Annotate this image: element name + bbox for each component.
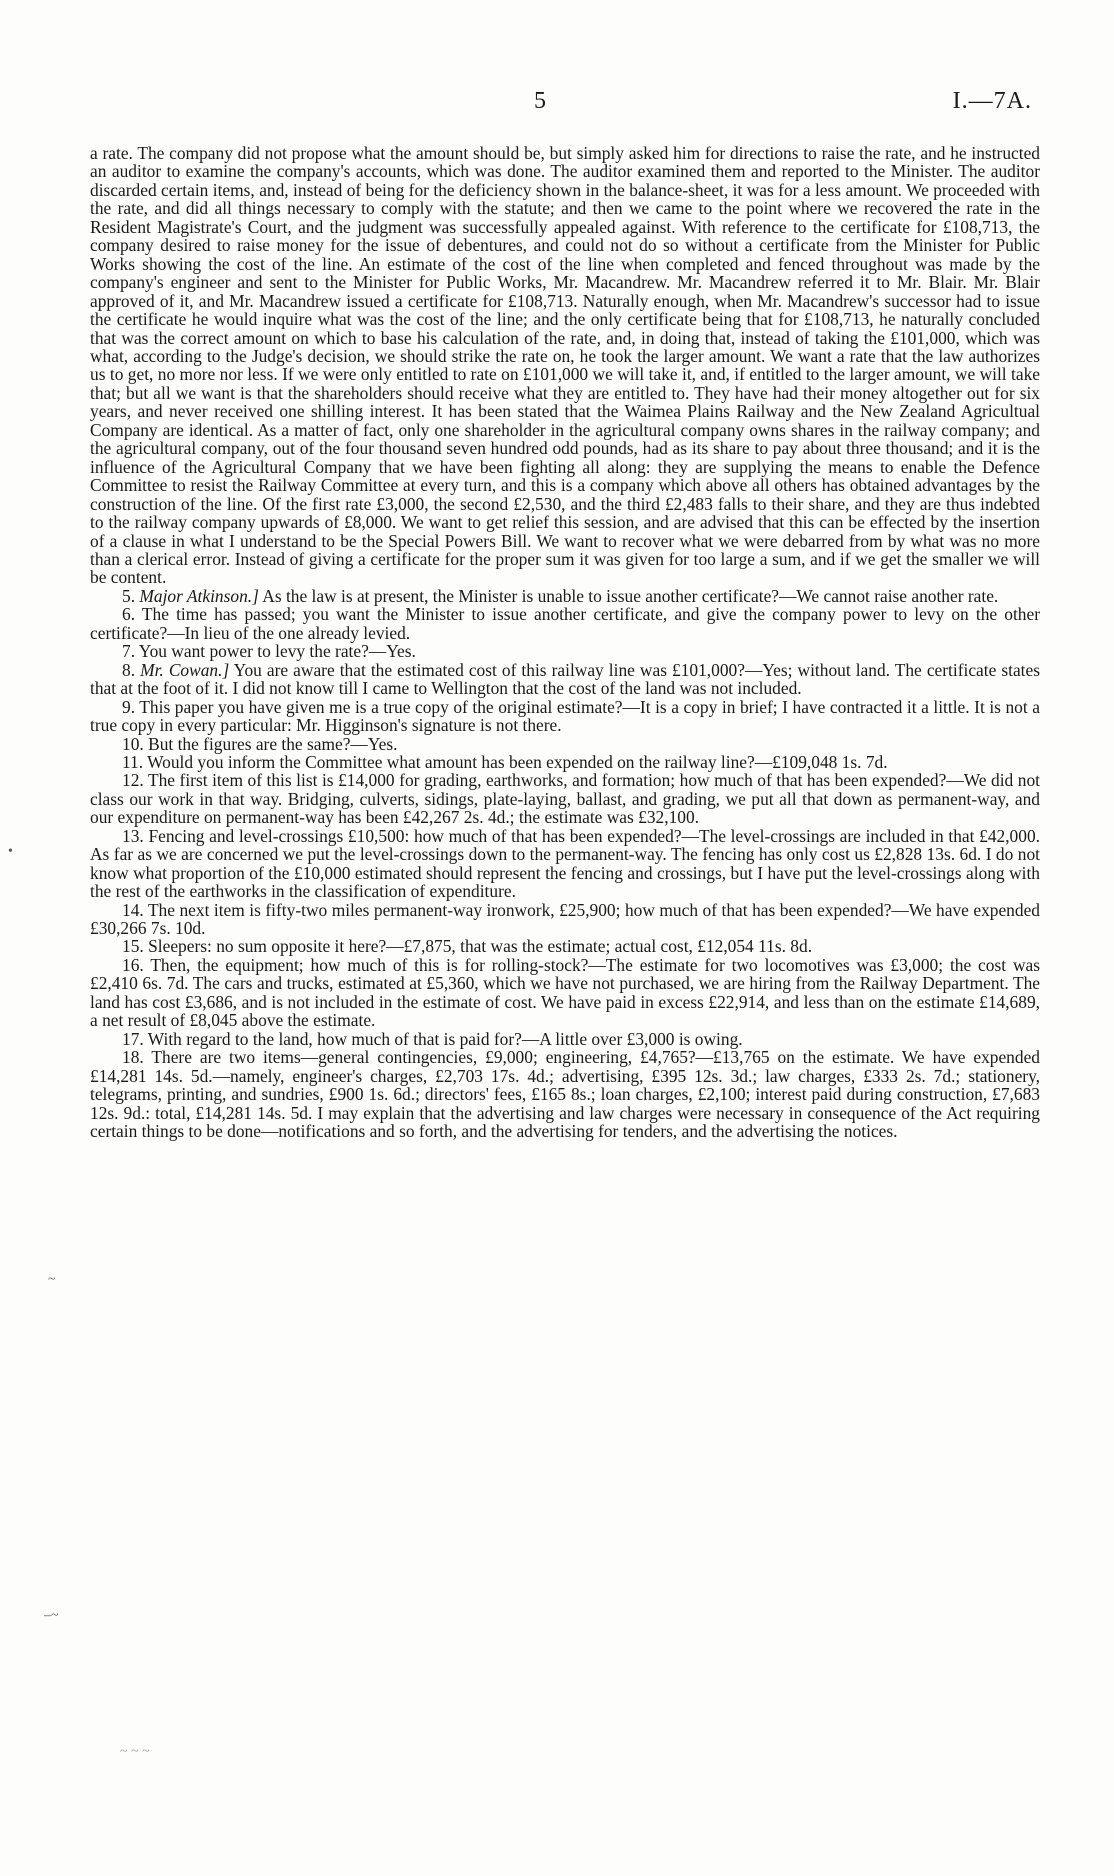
question-text: Would you inform the Committee what amount has been expended on the railway line?—£109,048 1s. 7d. — [147, 751, 888, 772]
margin-dot-mark: • — [8, 844, 13, 859]
question-text: As the law is at present, the Minister is unable to issue another certificate?—We cannot raise another rate. — [262, 585, 999, 606]
question-text: The time has passed; you want the Minister to issue another certificate, and give the company power to levy on the other certificate?—In lieu of the one already levied. — [90, 604, 1040, 643]
question-paragraph-15 — [90, 937, 1040, 955]
question-paragraph-10 — [90, 735, 1040, 753]
question-paragraph-17 — [90, 1030, 1040, 1048]
question-text: But the figures are the same?—Yes. — [148, 733, 398, 754]
question-text: With regard to the land, how much of that is paid for?—A little over £3,000 is owing. — [147, 1028, 743, 1049]
question-number: 8. — [122, 659, 136, 680]
question-number: 13. — [122, 825, 144, 846]
question-number: 12. — [122, 770, 144, 791]
question-paragraph-11 — [90, 753, 1040, 771]
question-number: 6. — [122, 604, 136, 625]
question-number: 16. — [122, 954, 144, 975]
question-text: Then, the equipment; how much of this is for rolling-stock?—The estimate for two locomotives was £3,000; the cost was £2,410 6s. 7d. The cars and trucks, estimated at £5,360, which we have not purchased, we are hiring from the Railway Department. The land has cost £3,686, and is not included in the estimate of cost. We have paid in excess £22,914, and less than on the estimate £14,689, a net result of £8,045 above the estimate. — [90, 954, 1040, 1031]
question-paragraph-14 — [90, 901, 1040, 938]
question-number: 18. — [122, 1047, 144, 1068]
question-number: 17. — [122, 1028, 144, 1049]
question-number: 10. — [122, 733, 144, 754]
question-paragraph-8 — [90, 661, 1040, 698]
page-header — [0, 88, 1114, 118]
question-text: The next item is fifty-two miles permanent-way ironwork, £25,900; how much of that has been expended?—We have expended £30,266 7s. 10d. — [90, 899, 1040, 939]
speaker-name: Major Atkinson.] — [139, 585, 259, 606]
intro-paragraph: a rate. The company did not propose what the amount should be, but simply asked him for directions to raise the rate, and he instructed an auditor to examine the company's accounts, which was done. The auditor examined them and reported to the Minister. The auditor discarded certain items, and, instead of being for the deficiency shown in the balance-sheet, it was for a less amount. We proceeded with the rate, and did all things necessary to comply with the statute; and then we came to the point where we recovered the rate in the Resident Magistrate's Court, and the judgment was successfully appealed against. With reference to the certificate for £108,713, the company desired to raise money for the issue of debentures, and could not do so without a certificate from the Minister for Public Works showing the cost of the line. An estimate of the cost of the line when completed and fenced throughout was made by the company's engineer and sent to the Minister for Public Works, Mr. Macandrew. Mr. Macandrew referred it to Mr. Blair. Mr. Blair approved of it, and Mr. Macandrew issued a certificate for £108,713. Naturally enough, when Mr. Macandrew's successor had to issue the certificate he would inquire what was the cost of the line; and the only certificate being that for £108,713, he naturally concluded that was the correct amount on which to base his calculation of the rate, and, in doing that, instead of taking the £101,000, which was what, according to the Judge's decision, we should strike the rate on, he took the larger amount. We want a rate that the law authorizes us to get, no more nor less. If we were only entitled to rate on £101,000 we will take it, and, if entitled to the larger amount, we will take that; but all we want is that the shareholders should receive what they are entitled to. They have had their money altogether out for six years, and never received one shilling interest. It has been stated that the Waimea Plains Railway and the New Zealand Agricultual Company are identical. As a matter of fact, only one shareholder in the agricultural company owns shares in the railway company; and the agricultural company, out of the four thousand seven hundred odd pounds, had as its share to pay about three thousand; and it is the influence of the Agricultural Company that we have been fighting all along: they are supplying the means to enable the Defence Committee to resist the Railway Committee at every turn, and this is a company which above all others has obtained advantages by the construction of the line. Of the first rate £3,000, the second £2,530, and the third £2,483 falls to their share, and they are thus indebted to the railway company upwards of £8,000. We want to get relief this session, and are advised that this can be effected by the insertion of a clause in what I understand to be the Special Powers Bill. We want to recover what we were debarred from by what was no more than a clerical error. Instead of giving a certificate for the proper sum it was given for too large a sum, and if we get the smaller we will be content. — [90, 143, 1040, 588]
question-number: 14. — [122, 899, 144, 920]
question-number: 15. — [122, 936, 144, 957]
question-paragraph-16 — [90, 956, 1040, 1030]
question-paragraph-6 — [90, 605, 1040, 642]
question-paragraph-5 — [90, 587, 1040, 605]
document-reference: I.—7A. — [952, 88, 1032, 114]
margin-dash-mark: ~ — [48, 1272, 56, 1287]
question-text: Fencing and level-crossings £10,500: how much of that has been expended?—The level-crossings are included in that £42,000. As far as we are concerned we put the level-crossings down to the permanent-way. The fencing has only cost us £2,828 13s. 6d. I do not know what proportion of the £10,000 estimated should represent the fencing and crossings, but I have put the level-crossings along with the rest of the earthworks in the classification of expenditure. — [90, 825, 1040, 902]
speaker-name: Mr. Cowan.] — [140, 659, 230, 680]
question-number: 11. — [122, 751, 144, 772]
question-number: 5. — [122, 585, 136, 606]
question-text: The first item of this list is £14,000 for grading, earthworks, and formation; how much of that has been expended?—We did not class our work in that way. Bridging, culverts, sidings, plate-laying, ballast, and grading, we put all that down as permanent-way, and our expenditure on permanent-way has been £42,267 2s. 4d.; the estimate was £32,100. — [90, 770, 1040, 828]
question-paragraph-18 — [90, 1048, 1040, 1140]
question-text: You are aware that the estimated cost of this railway line was £101,000?—Yes; without land. The certificate states that at the foot of it. I did not know till I came to Wellington that the cost of the land was not included. — [90, 659, 1041, 699]
question-number: 9. — [122, 696, 136, 717]
page-number: 5 — [534, 88, 547, 114]
question-text: There are two items—general contingencies, £9,000; engineering, £4,765?—£13,765 on the estimate. We have expended £14,281 14s. 5d.—namely, engineer's charges, £2,703 17s. 4d.; advertising, £395 12s. 3d.; law charges, £333 2s. 7d.; stationery, telegrams, printing, and sundries, £900 1s. 6d.; directors' fees, £165 8s.; loan charges, £2,100; interest paid during construction, £7,683 12s. 9d.: total, £14,281 14s. 5d. I may explain that the advertising and law charges were necessary in consequence of the Act requiring certain things to be done—notifications and so forth, and the advertising for tenders, and the advertising the notices. — [90, 1047, 1040, 1142]
question-text: You want power to levy the rate?—Yes. — [138, 641, 416, 662]
body-text — [90, 144, 1040, 1140]
question-paragraph-9 — [90, 698, 1040, 735]
question-paragraph-13 — [90, 827, 1040, 901]
margin-ink-mark: –~ — [44, 1608, 59, 1623]
question-paragraph-7 — [90, 642, 1040, 660]
question-text: Sleepers: no sum opposite it here?—£7,875, that was the estimate; actual cost, £12,054 11s. 8d. — [148, 936, 813, 957]
question-text: This paper you have given me is a true copy of the original estimate?—It is a copy in brief; I have contracted it a little. It is not a true copy in every particular: Mr. Higginson's signature is not there. — [90, 696, 1040, 736]
question-paragraph-12 — [90, 771, 1040, 826]
smudge-mark: ~ ~ ~ — [120, 1744, 150, 1759]
question-number: 7. — [122, 641, 136, 662]
